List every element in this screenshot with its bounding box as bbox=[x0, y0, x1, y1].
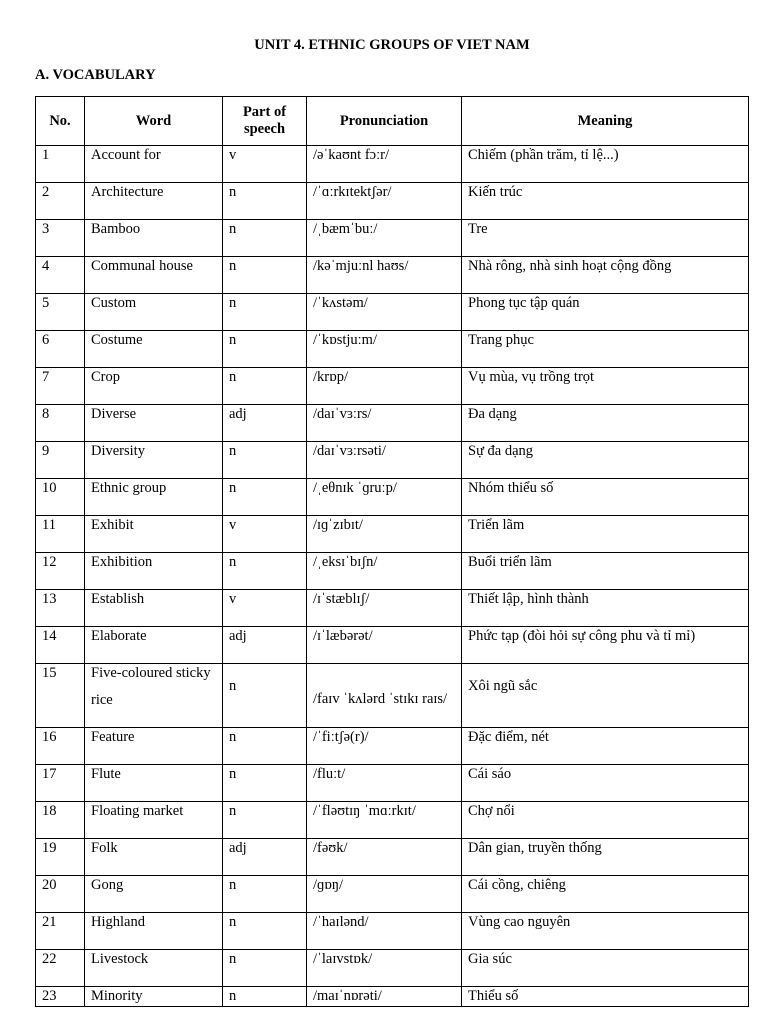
cell-no: 10 bbox=[36, 479, 85, 516]
cell-pos: n bbox=[223, 987, 307, 1007]
cell-no: 19 bbox=[36, 839, 85, 876]
table-body bbox=[36, 146, 749, 1007]
table-row bbox=[36, 913, 749, 950]
cell-pronunciation: /fluːt/ bbox=[307, 765, 462, 802]
cell-word: Highland bbox=[85, 913, 223, 950]
cell-pronunciation: /ɪˈlæbərət/ bbox=[307, 627, 462, 664]
cell-word: Communal house bbox=[85, 257, 223, 294]
cell-word: Diverse bbox=[85, 405, 223, 442]
cell-word: Gong bbox=[85, 876, 223, 913]
cell-pronunciation: /ɪˈstæblɪʃ/ bbox=[307, 590, 462, 627]
cell-pronunciation: /ˈlaɪvstɒk/ bbox=[307, 950, 462, 987]
cell-meaning: Nhóm thiểu số bbox=[462, 479, 749, 516]
header-part-of-speech: Part of speech bbox=[223, 97, 307, 146]
cell-no: 23 bbox=[36, 987, 85, 1007]
cell-pronunciation: /ˈfləʊtɪŋ ˈmɑːrkɪt/ bbox=[307, 802, 462, 839]
cell-no: 11 bbox=[36, 516, 85, 553]
cell-no: 1 bbox=[36, 146, 85, 183]
cell-pos: n bbox=[223, 368, 307, 405]
table-row bbox=[36, 950, 749, 987]
cell-meaning: Phong tục tập quán bbox=[462, 294, 749, 331]
cell-word: Diversity bbox=[85, 442, 223, 479]
header-pronunciation: Pronunciation bbox=[307, 97, 462, 146]
table-row bbox=[36, 553, 749, 590]
cell-meaning: Đa dạng bbox=[462, 405, 749, 442]
cell-word: Establish bbox=[85, 590, 223, 627]
cell-word: Bamboo bbox=[85, 220, 223, 257]
cell-word: Feature bbox=[85, 728, 223, 765]
cell-pos: n bbox=[223, 294, 307, 331]
cell-word: Folk bbox=[85, 839, 223, 876]
table-row bbox=[36, 765, 749, 802]
cell-pronunciation: /əˈkaʊnt fɔːr/ bbox=[307, 146, 462, 183]
cell-pos: n bbox=[223, 802, 307, 839]
cell-no: 12 bbox=[36, 553, 85, 590]
cell-pos: n bbox=[223, 257, 307, 294]
cell-pronunciation: /krɒp/ bbox=[307, 368, 462, 405]
cell-pronunciation: /fəʊk/ bbox=[307, 839, 462, 876]
cell-word: Costume bbox=[85, 331, 223, 368]
cell-word: Account for bbox=[85, 146, 223, 183]
cell-pos: n bbox=[223, 183, 307, 220]
cell-no: 4 bbox=[36, 257, 85, 294]
cell-no: 17 bbox=[36, 765, 85, 802]
cell-meaning: Chiếm (phần trăm, tỉ lệ...) bbox=[462, 146, 749, 183]
table-row bbox=[36, 257, 749, 294]
cell-pronunciation: /ˌeθnɪk ˈɡruːp/ bbox=[307, 479, 462, 516]
document-title: UNIT 4. ETHNIC GROUPS OF VIET NAM bbox=[254, 37, 530, 53]
table-row bbox=[36, 146, 749, 183]
cell-pos: v bbox=[223, 590, 307, 627]
cell-pronunciation: /ˌeksɪˈbɪʃn/ bbox=[307, 553, 462, 590]
cell-word bbox=[85, 664, 223, 728]
table-row bbox=[36, 479, 749, 516]
cell-pos: n bbox=[223, 876, 307, 913]
cell-no: 9 bbox=[36, 442, 85, 479]
cell-no: 6 bbox=[36, 331, 85, 368]
cell-meaning: Thiểu số bbox=[462, 987, 749, 1007]
table-row bbox=[36, 590, 749, 627]
cell-no: 16 bbox=[36, 728, 85, 765]
cell-pos: n bbox=[223, 331, 307, 368]
cell-pronunciation bbox=[307, 664, 462, 728]
table-row bbox=[36, 405, 749, 442]
cell-pos: n bbox=[223, 913, 307, 950]
cell-no: 3 bbox=[36, 220, 85, 257]
cell-word: Flute bbox=[85, 765, 223, 802]
cell-no: 8 bbox=[36, 405, 85, 442]
section-heading: A. VOCABULARY bbox=[35, 67, 156, 83]
cell-pos: n bbox=[223, 728, 307, 765]
table-row bbox=[36, 987, 749, 1007]
cell-meaning: Nhà rông, nhà sinh hoạt cộng đồng bbox=[462, 257, 749, 294]
header-word: Word bbox=[85, 97, 223, 146]
cell-meaning: Vùng cao nguyên bbox=[462, 913, 749, 950]
header-no: No. bbox=[36, 97, 85, 146]
cell-meaning: Triển lãm bbox=[462, 516, 749, 553]
table-row bbox=[36, 839, 749, 876]
cell-pronunciation: /ɡɒŋ/ bbox=[307, 876, 462, 913]
cell-pronunciation: /daɪˈvɜːrsəti/ bbox=[307, 442, 462, 479]
cell-meaning: Trang phục bbox=[462, 331, 749, 368]
table-row bbox=[36, 802, 749, 839]
cell-pos-text: n bbox=[229, 678, 237, 694]
cell-word: Crop bbox=[85, 368, 223, 405]
cell-no: 15 bbox=[36, 664, 85, 728]
cell-pronunciation: /ˈɑːrkɪtektʃər/ bbox=[307, 183, 462, 220]
cell-no: 21 bbox=[36, 913, 85, 950]
cell-pronunciation-text: /faɪv ˈkʌlərd ˈstɪkɪ raɪs/ bbox=[313, 691, 448, 707]
cell-pos: n bbox=[223, 442, 307, 479]
cell-meaning: Vụ mùa, vụ trồng trọt bbox=[462, 368, 749, 405]
table-row bbox=[36, 183, 749, 220]
table-row bbox=[36, 728, 749, 765]
cell-word: Livestock bbox=[85, 950, 223, 987]
cell-word: Custom bbox=[85, 294, 223, 331]
cell-pos: v bbox=[223, 516, 307, 553]
cell-no: 22 bbox=[36, 950, 85, 987]
cell-no: 5 bbox=[36, 294, 85, 331]
cell-no: 13 bbox=[36, 590, 85, 627]
cell-word: Minority bbox=[85, 987, 223, 1007]
table-header-row bbox=[36, 97, 749, 146]
cell-pos: adj bbox=[223, 839, 307, 876]
cell-meaning: Đặc điểm, nét bbox=[462, 728, 749, 765]
cell-pos: adj bbox=[223, 405, 307, 442]
table-row bbox=[36, 220, 749, 257]
cell-meaning: Phức tạp (đòi hỏi sự công phu và tỉ mỉ) bbox=[462, 627, 749, 664]
cell-meaning: Cái cồng, chiêng bbox=[462, 876, 749, 913]
cell-pronunciation: /ˈkɒstjuːm/ bbox=[307, 331, 462, 368]
cell-meaning: Sự đa dạng bbox=[462, 442, 749, 479]
cell-no: 7 bbox=[36, 368, 85, 405]
table-row bbox=[36, 627, 749, 664]
cell-word: Floating market bbox=[85, 802, 223, 839]
cell-pos: n bbox=[223, 220, 307, 257]
cell-meaning: Cái sáo bbox=[462, 765, 749, 802]
cell-word: Exhibit bbox=[85, 516, 223, 553]
cell-pos: n bbox=[223, 950, 307, 987]
cell-no: 18 bbox=[36, 802, 85, 839]
cell-pos: n bbox=[223, 553, 307, 590]
cell-pronunciation: /ˈhaɪlənd/ bbox=[307, 913, 462, 950]
cell-pronunciation: /ˈfiːtʃə(r)/ bbox=[307, 728, 462, 765]
cell-pronunciation: /ˌbæmˈbuː/ bbox=[307, 220, 462, 257]
cell-meaning: Gia súc bbox=[462, 950, 749, 987]
cell-meaning: Tre bbox=[462, 220, 749, 257]
cell-word: Architecture bbox=[85, 183, 223, 220]
cell-meaning: Thiết lập, hình thành bbox=[462, 590, 749, 627]
cell-no: 14 bbox=[36, 627, 85, 664]
cell-word: Ethnic group bbox=[85, 479, 223, 516]
cell-meaning: Buổi triển lãm bbox=[462, 553, 749, 590]
cell-pronunciation: /maɪˈnɒrəti/ bbox=[307, 987, 462, 1007]
cell-meaning: Chợ nổi bbox=[462, 802, 749, 839]
header-meaning: Meaning bbox=[462, 97, 749, 146]
cell-pos: n bbox=[223, 479, 307, 516]
cell-meaning bbox=[462, 664, 749, 728]
cell-meaning: Kiến trúc bbox=[462, 183, 749, 220]
cell-pronunciation: /ˈkʌstəm/ bbox=[307, 294, 462, 331]
cell-no: 2 bbox=[36, 183, 85, 220]
cell-pos: n bbox=[223, 765, 307, 802]
table-row bbox=[36, 516, 749, 553]
table-row bbox=[36, 876, 749, 913]
vocabulary-table bbox=[35, 96, 749, 1007]
table-row bbox=[36, 664, 749, 728]
cell-meaning: Dân gian, truyền thống bbox=[462, 839, 749, 876]
cell-word: Elaborate bbox=[85, 627, 223, 664]
cell-word: Exhibition bbox=[85, 553, 223, 590]
table-row bbox=[36, 368, 749, 405]
cell-meaning-text: Xôi ngũ sắc bbox=[468, 678, 538, 694]
cell-pronunciation: /daɪˈvɜːrs/ bbox=[307, 405, 462, 442]
cell-pos: adj bbox=[223, 627, 307, 664]
cell-word-text: Five-coloured sticky rice bbox=[91, 665, 211, 708]
cell-no: 20 bbox=[36, 876, 85, 913]
cell-pronunciation: /kəˈmjuːnl haʊs/ bbox=[307, 257, 462, 294]
table-row bbox=[36, 331, 749, 368]
cell-pos: v bbox=[223, 146, 307, 183]
cell-pos bbox=[223, 664, 307, 728]
table-row bbox=[36, 442, 749, 479]
cell-pronunciation: /ɪɡˈzɪbɪt/ bbox=[307, 516, 462, 553]
table-row bbox=[36, 294, 749, 331]
